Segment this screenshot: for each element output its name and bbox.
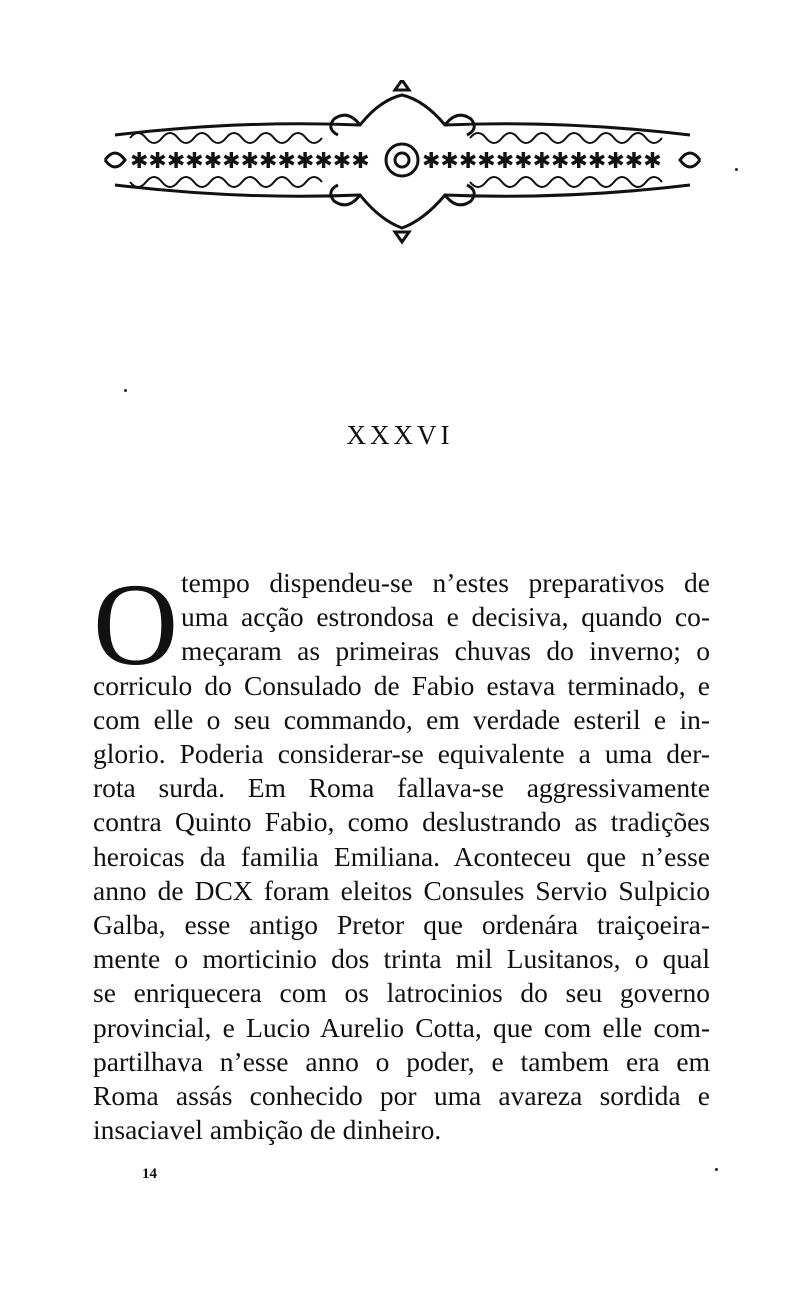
paragraph-line: Galba, esse antigo Pretor que ordenára traiçoeira- (93, 909, 710, 941)
paragraph-line: meçaram as primeiras chuvas do inverno; o (181, 635, 710, 667)
paragraph-line: partilhava n’esse anno o poder, e tambem era em (93, 1045, 710, 1077)
paragraph-line: heroicas da familia Emiliana. Aconteceu que n’esse (93, 840, 710, 872)
paragraph-line: se enriquecera com os latrocinios do seu governo (93, 977, 710, 1009)
paragraph-line: contra Quinto Fabio, como deslustrando as tradições (93, 806, 710, 838)
chapter-title: XXXVI (346, 420, 454, 451)
paragraph-line: corriculo do Consulado de Fabio estava terminado, e (93, 669, 710, 701)
paragraph-line: anno de DCX foram eleitos Consules Servio Sulpicio (93, 874, 710, 906)
scan-speck (124, 389, 127, 392)
paragraph-line: mente o morticinio dos trinta mil Lusitanos, o qual (93, 943, 710, 975)
paragraph-line: com elle o seu commando, em verdade esteril e in- (93, 703, 710, 735)
paragraph-line: uma acção estrondosa e decisiva, quando co- (181, 601, 710, 633)
paragraph-line: rota surda. Em Roma fallava-se aggressivamente (93, 772, 710, 804)
drop-cap: O (93, 559, 179, 690)
decorative-headpiece-icon (90, 80, 715, 245)
svg-text:✱✱✱✱✱✱✱✱✱✱✱✱✱: ✱✱✱✱✱✱✱✱✱✱✱✱✱ (130, 149, 370, 174)
paragraph-line: tempo dispendeu-se n’estes preparativos de (181, 567, 710, 598)
paragraph-line: glorio. Poderia considerar-se equivalente a uma der- (93, 738, 710, 770)
chapter-paragraph (93, 559, 710, 1147)
paragraph-line: provincial, e Lucio Aurelio Cotta, que com elle com- (93, 1011, 710, 1043)
page-number: 14 (142, 1166, 157, 1182)
paragraph-line: insaciavel ambição de dinheiro. (93, 1114, 442, 1146)
svg-text:✱✱✱✱✱✱✱✱✱✱✱✱✱: ✱✱✱✱✱✱✱✱✱✱✱✱✱ (422, 149, 662, 174)
scan-speck (735, 168, 738, 171)
paragraph-line: Roma assás conhecido por uma avareza sordida e (93, 1080, 710, 1112)
scan-speck (715, 1168, 718, 1171)
